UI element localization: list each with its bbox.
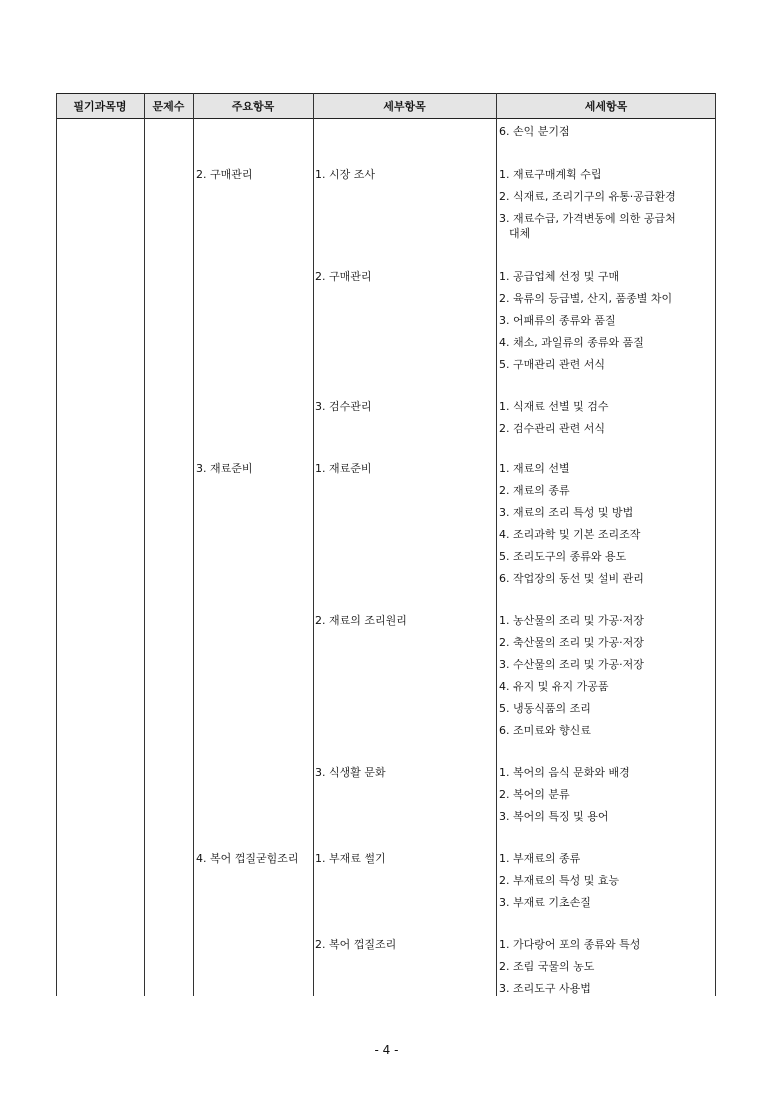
main-item-purchase: 2. 구매관리 [196, 168, 253, 181]
sub-item-culture: 3. 식생활 문화 [315, 766, 386, 779]
list-item-continuation: 대체 [509, 227, 531, 240]
list-item: 3. 부재료 기초손질 [499, 896, 591, 909]
list-item: 1. 식재료 선별 및 검수 [499, 400, 609, 413]
sub-item-inspection: 3. 검수관리 [315, 400, 372, 413]
list-item: 3. 조리도구 사용법 [499, 982, 591, 995]
list-item: 3. 복어의 특징 및 용어 [499, 810, 609, 823]
list-item: 6. 작업장의 동선 및 설비 관리 [499, 572, 644, 585]
column-divider [496, 93, 497, 996]
detail-list-principles [499, 613, 716, 745]
list-item: 6. 조미료와 향신료 [499, 724, 591, 737]
detail-list-inspection [499, 399, 716, 443]
column-divider [313, 93, 314, 996]
list-item: 1. 복어의 음식 문화와 배경 [499, 766, 630, 779]
sub-item-principles: 2. 재료의 조리원리 [315, 614, 407, 627]
header-question-count: 문제수 [144, 93, 193, 119]
detail-list-prep [499, 461, 716, 593]
page-number: - 4 - [374, 1043, 399, 1057]
list-item: 1. 재료구매계획 수립 [499, 168, 602, 181]
column-divider [193, 93, 194, 996]
detail-list-cutting [499, 851, 716, 917]
list-item: 2. 식재료, 조리기구의 유통·공급환경 [499, 190, 676, 203]
list-item: 1. 부재료의 종류 [499, 852, 581, 865]
list-item [499, 211, 716, 241]
list-item: 2. 복어의 분류 [499, 788, 570, 801]
list-item: 4. 조리과학 및 기본 조리조작 [499, 528, 641, 541]
sub-item-purchase: 2. 구매관리 [315, 270, 372, 283]
main-item-skin: 4. 복어 껍질굳힘조리 [196, 852, 299, 865]
header-detail-item: 세세항목 [496, 93, 716, 119]
list-item: 2. 재료의 종류 [499, 484, 570, 497]
list-item: 2. 검수관리 관련 서식 [499, 422, 605, 435]
exam-criteria-table [56, 93, 716, 996]
list-item: 1. 농산물의 조리 및 가공·저장 [499, 614, 644, 627]
header-subject: 필기과목명 [56, 93, 144, 119]
list-item: 1. 재료의 선별 [499, 462, 570, 475]
header-main-item: 주요항목 [193, 93, 313, 119]
list-item: 3. 재료의 조리 특성 및 방법 [499, 506, 634, 519]
list-item: 5. 조리도구의 종류와 용도 [499, 550, 627, 563]
sub-item-prep: 1. 재료준비 [315, 462, 372, 475]
sub-item-cutting: 1. 부재료 썰기 [315, 852, 386, 865]
detail-list-culture [499, 765, 716, 831]
column-divider [56, 93, 57, 996]
list-item: 4. 유지 및 유지 가공품 [499, 680, 609, 693]
sub-item-market: 1. 시장 조사 [315, 168, 375, 181]
list-item: 2. 조림 국물의 농도 [499, 960, 595, 973]
list-item: 5. 냉동식품의 조리 [499, 702, 591, 715]
sub-item-skin: 2. 복어 껍질조리 [315, 938, 397, 951]
list-item: 1. 가다랑어 포의 종류와 특성 [499, 938, 641, 951]
list-item: 2. 육류의 등급별, 산지, 품종별 차이 [499, 292, 673, 305]
list-item: 5. 구매관리 관련 서식 [499, 358, 605, 371]
list-item: 3. 어패류의 종류와 품질 [499, 314, 616, 327]
column-divider [144, 93, 145, 996]
detail-list-skin [499, 937, 716, 1003]
list-item: 3. 수산물의 조리 및 가공·저장 [499, 658, 644, 671]
detail-list-market [499, 167, 716, 248]
list-item: 1. 공급업체 선정 및 구매 [499, 270, 620, 283]
list-item: 4. 채소, 과일류의 종류와 품질 [499, 336, 644, 349]
list-item: 2. 부재료의 특성 및 효능 [499, 874, 620, 887]
detail-list-purchase [499, 269, 716, 379]
list-item: 2. 축산물의 조리 및 가공·저장 [499, 636, 644, 649]
list-item-text: 3. 재료수급, 가격변동에 의한 공급처 [499, 212, 676, 225]
main-item-prep: 3. 재료준비 [196, 462, 253, 475]
header-sub-item: 세부항목 [313, 93, 496, 119]
detail-continued: 6. 손익 분기점 [499, 125, 570, 138]
